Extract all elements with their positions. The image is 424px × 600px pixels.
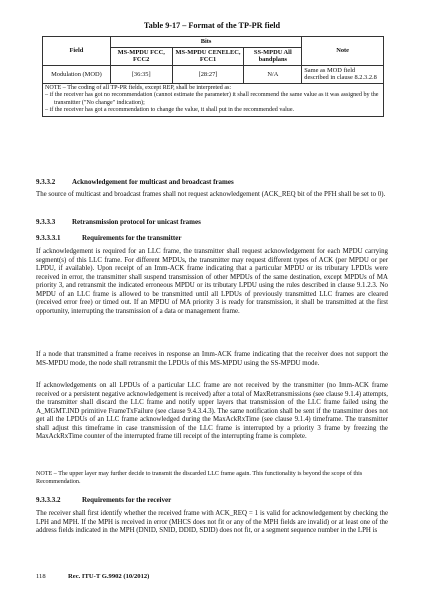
- section-title: Acknowledgement for multicast and broadcast frames: [72, 178, 234, 186]
- header-field: Field: [43, 37, 111, 66]
- paragraph: If acknowledgement is required for an LLC frame, the transmitter shall request acknowledgement for each MPDU carrying segment(s) of this LLC frame. For different MPDUs, the transmitter may request different types of ACK (per MPDU or per LPDU, if available). Upon receipt of an Imm-ACK frame indicating that a particular MPDU or its tributary LPDUs were received in error, the transmitter shall suspend transmission of other MPDUs of the same destination, except MPDUs of MA priority 3, and retransmit the indicated erroneous MPDU or its tributary LPDU using the rules described in clause 9.1.2.3. No MPDU of an LLC frame is allowed to be transmitted until all LPDUs of previously transmitted LLC frames are cleared (received error free) or timed out. If an MPDU of MA priority 3 is ready for transmission, it shall be transmitted at the first opportunity, interrupting the transmission of a data or management frame.: [36, 248, 388, 315]
- header-ms-mpdu-cenelec: MS-MPDU CENELEC, FCC1: [172, 47, 244, 65]
- page-footer: [36, 573, 149, 580]
- recommendation-ref: Rec. ITU-T G.9902 (10/2012): [68, 573, 150, 580]
- paragraph: If a node that transmitted a frame receives in response an Imm-ACK frame indicating that the receiver does not support the MS-MPDU mode, the node shall retransmit the LPDUs of this MS-MPDU using the SS-MPDU mode.: [36, 351, 388, 367]
- header-note: Note: [302, 37, 384, 66]
- cell-bits-ss: N/A: [244, 65, 302, 83]
- section-number: 9.3.3.3.1: [36, 234, 61, 242]
- section-number: 9.3.3.3: [36, 218, 56, 226]
- paragraph: The receiver shall first identify whether the received frame with ACK_REQ = 1 is valid for acknowledgement by checking the LPH and MPH. If the MPH is received in error (MHCS does not fit or any of the MPH fields are invalid) or at least one of the address fields indicated in the MPH (DNID, SNID, DDID, SDID) does not fit, or a segment sequence number in the LPH is: [36, 510, 388, 534]
- cell-bits-fcc: [36:35]: [110, 65, 172, 83]
- table-note-bullet: – if the receiver has got no recommendation (cannot estimate the parameter) it shall recommend the same value as it was assigned by the transmitter ("No change" indication);: [45, 92, 379, 106]
- paragraph: The source of multicast and broadcast frames shall not request acknowledgement (ACK_REQ bit of the PFH shall be set to 0).: [36, 191, 386, 198]
- table-note: [43, 83, 384, 116]
- table-caption: Table 9-17 – Format of the TP-PR field: [143, 21, 281, 30]
- section-number: 9.3.3.3.2: [36, 496, 61, 504]
- section-heading: [36, 218, 201, 226]
- page-number: 118: [36, 573, 46, 580]
- section-heading: [36, 234, 181, 242]
- table-note-row: [43, 83, 384, 116]
- section-title: Requirements for the transmitter: [82, 234, 182, 242]
- paragraph: If acknowledgements on all LPDUs of a particular LLC frame are not received by the transmitter (no Imm-ACK frame received or a persistent negative acknowledgement is received) after a total of MaxRetransmissions (see clause 9.1.4) attempts, the transmitter shall discard the LLC frame and notify upper layers that transmission of the LLC frame failed using the A_MGMT.IND primitive FrameTxFailure (see clause 9.4.3.4.3). The same notification shall be sent if the transmitter does not get all the LPDUs of an LLC frame acknowledged during the MaxAckRxTime (see clause 9.1.4) timeframe. The transmitter shall adjust this timeframe in case transmission of the LLC frame is interrupted by a priority 3 frame by freezing the MaxAckRxTime counter of the interrupted frame till receipt of the interrupting frame is complete.: [36, 382, 388, 440]
- section-title: Requirements for the receiver: [82, 496, 172, 504]
- section-heading: [36, 496, 171, 504]
- section-number: 9.3.3.2: [36, 178, 56, 186]
- table-header-row: [43, 37, 384, 48]
- cell-note: Same as MOD field described in clause 8.2.3.2.8: [302, 65, 384, 83]
- section-heading: [36, 178, 234, 186]
- table-row: [43, 65, 384, 83]
- note: NOTE – The upper layer may further decide to transmit the discarded LLC frame again. This functionality is beyond the scope of this Recommendation.: [36, 471, 363, 485]
- section-title: Retransmission protocol for unicast frames: [72, 218, 201, 226]
- cell-field: Modulation (MOD): [43, 65, 111, 83]
- tp-pr-format-table: [42, 36, 384, 117]
- header-ms-mpdu-fcc: MS-MPDU FCC, FCC2: [110, 47, 172, 65]
- header-ss-mpdu: SS-MPDU All bandplans: [244, 47, 302, 65]
- cell-bits-cenelec: [28:27]: [172, 65, 244, 83]
- header-bits: Bits: [110, 37, 301, 48]
- table-note-intro: NOTE – The coding of all TP-PR fields, except REP, shall be interpreted as:: [45, 84, 232, 91]
- table-note-bullet: – if the receiver has got a recommendation to change the value, it shall put in the recommended value.: [45, 107, 295, 114]
